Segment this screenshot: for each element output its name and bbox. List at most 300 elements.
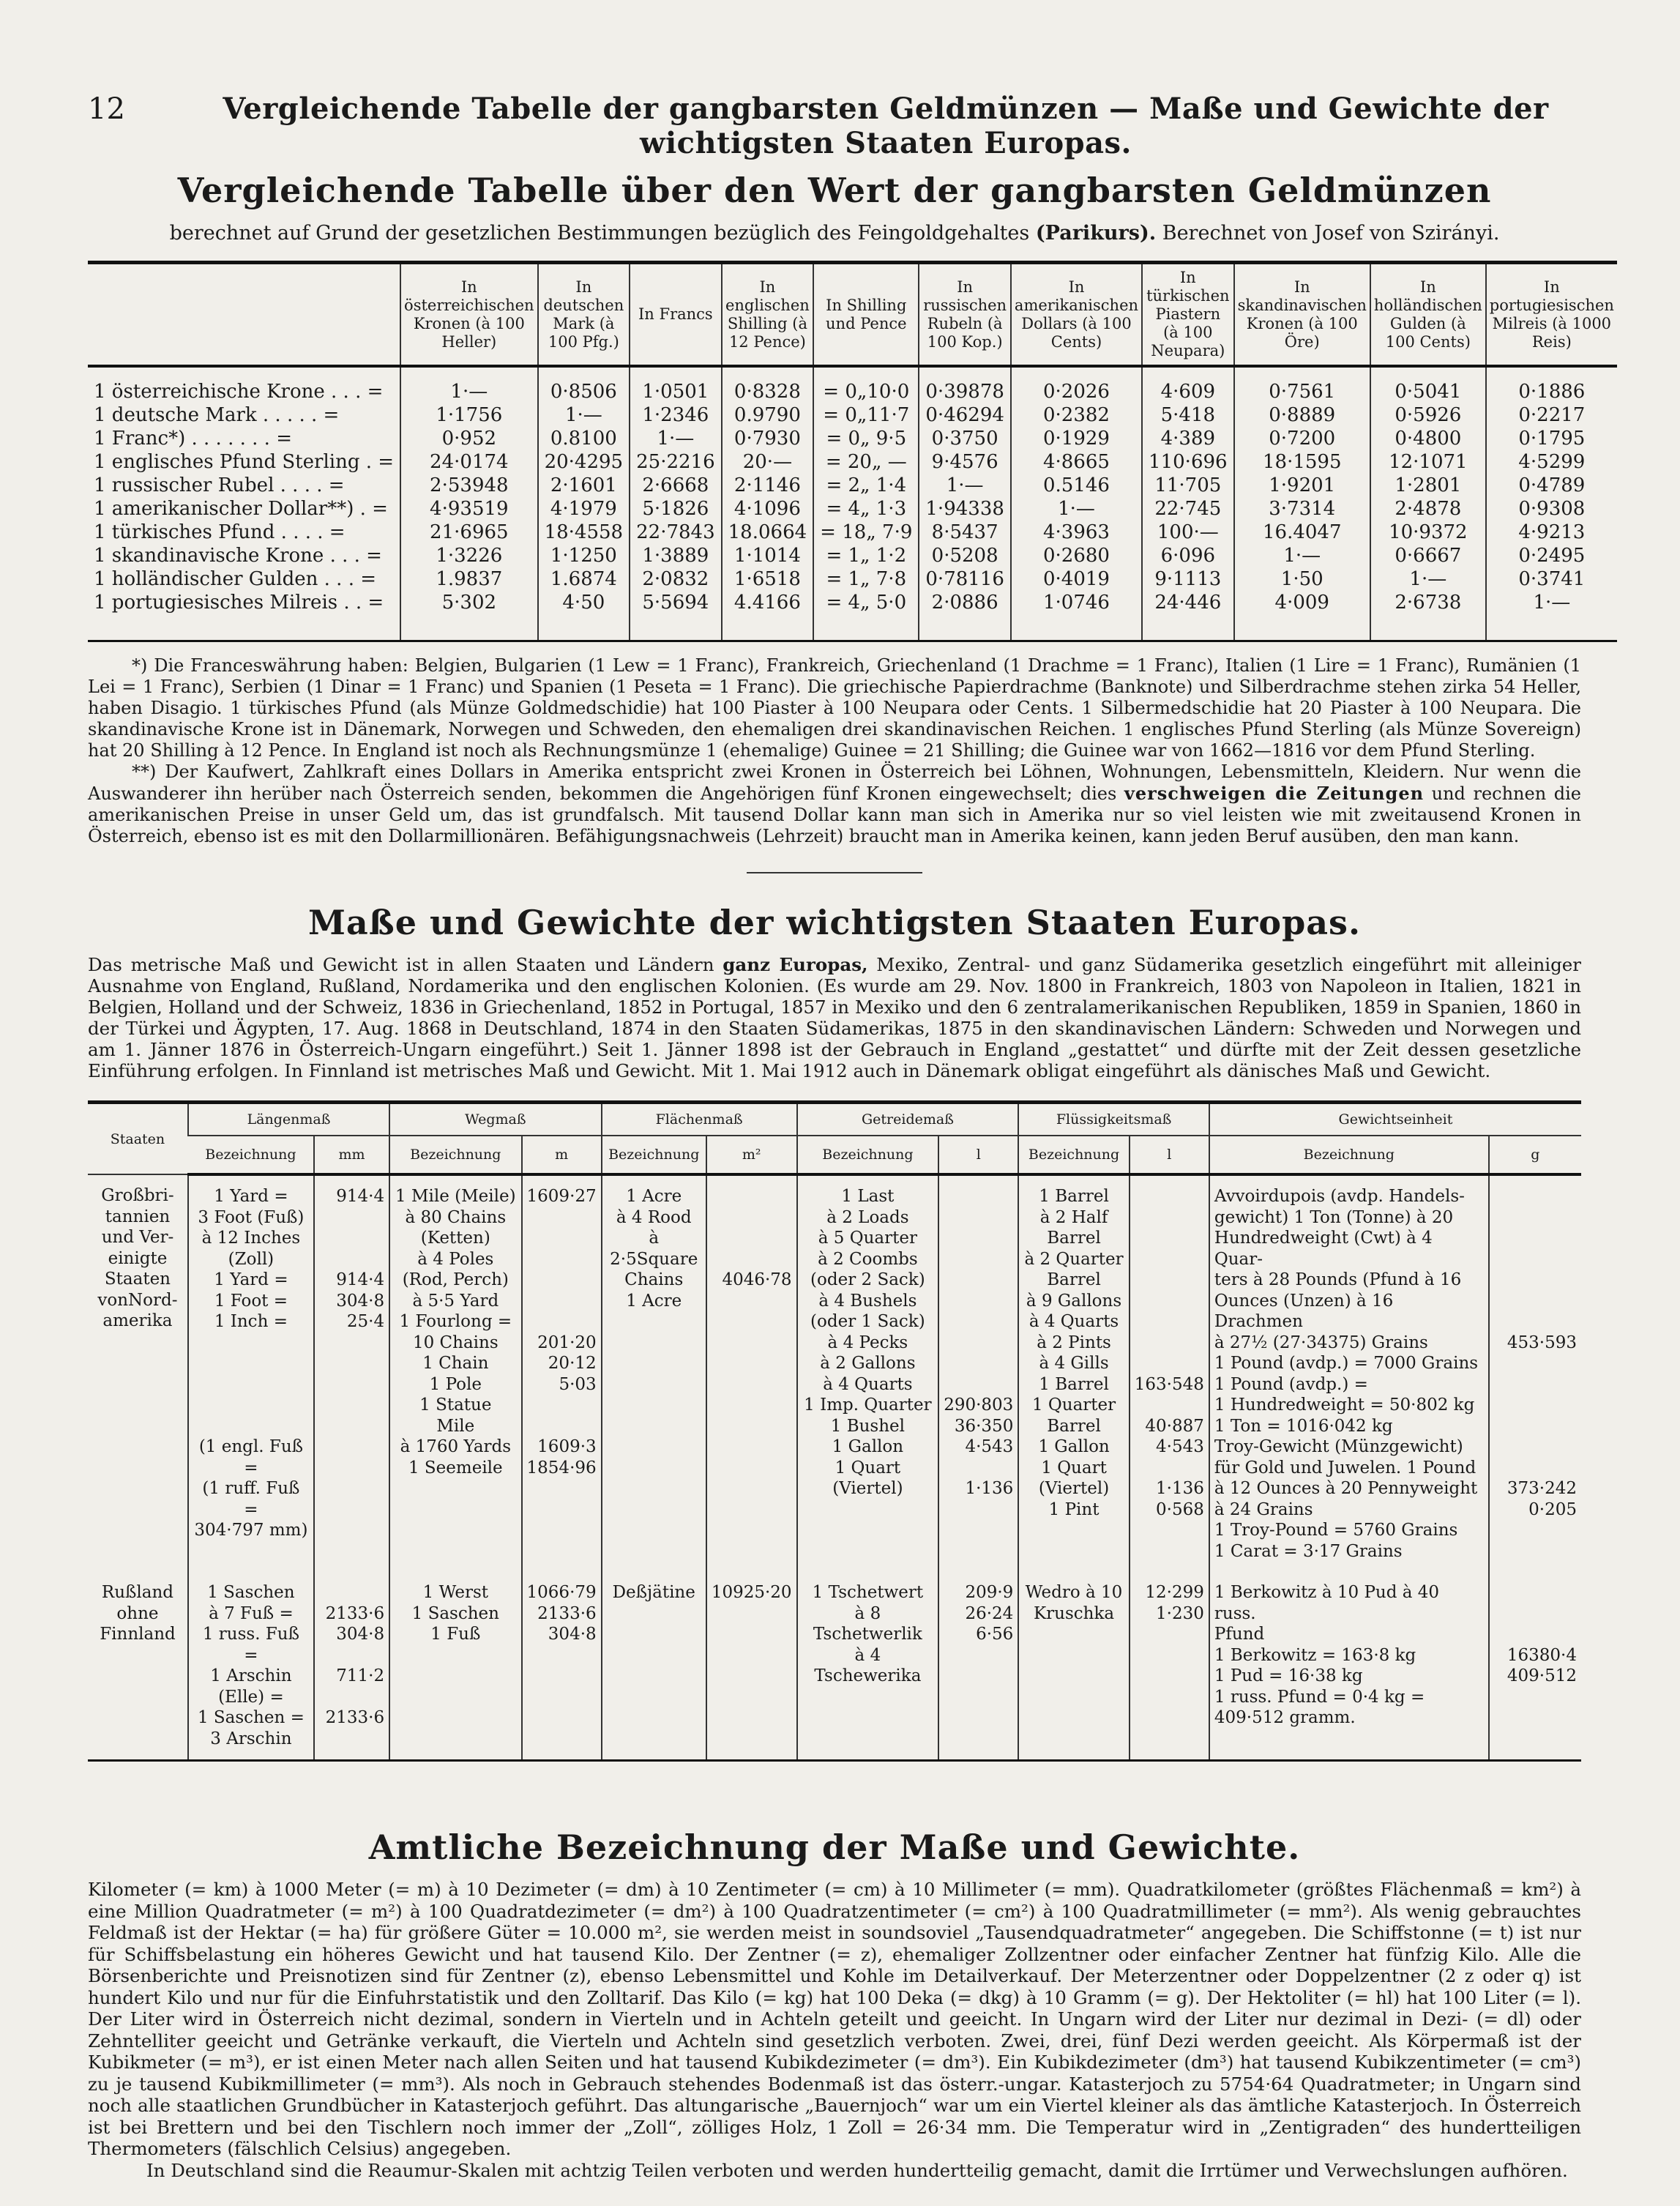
currency-cell: 4·9213 xyxy=(1486,521,1617,544)
grain-name xyxy=(797,1572,939,1761)
grain-name-line: 1 Last xyxy=(841,1187,895,1206)
currency-row-label: 1 englisches Pfund Sterling . = xyxy=(94,451,395,473)
length-value-line: 2133·6 xyxy=(325,1603,385,1623)
liquid-name-line: 1 Quarter xyxy=(1031,1395,1116,1415)
currency-cell: = 1„ 7·8 xyxy=(813,567,919,591)
way-name xyxy=(389,1572,521,1761)
length-value-line xyxy=(319,1582,384,1603)
length-name-line: (1 engl. Fuß = xyxy=(198,1437,303,1478)
currency-row-label: 1 russischer Rubel . . . . = xyxy=(94,474,345,496)
currency-cell: 0.5146 xyxy=(1011,474,1142,497)
official-paragraph: Kilometer (= km) à 1000 Meter (= m) à 10 Dezimeter (= dm) à 10 Zentimeter (= cm) à 10 Millimeter (= mm). Quadratkilometer (größtes Flächenmaß = km²) à eine Million Quadratmeter (= m²) à 100 Quadratdezimeter (= dm²) à 100 Quadratzentimeter (= cm²) à 100 Quadratmillimeter (= mm²). Als wenig gebrauchtes Feldmaß ist der Hektar (= ha) für größere Güter = 10.000 m², sie werden meist in soundsoviel „Tausendquadratmeter“ angegeben. Die Schiffstonne (= t) ist nur für Schiffsbelastung ein höheres Gewicht und hat tausend Kilo. Der Zentner (= z), ehemaliger Zollzentner oder einfacher Zentner hat fünfzig Kilo. Alle die Börsenberichte und Preisnotizen sind für Zentner (z), ebenso Lebensmittel und Kohle im Detailverkauf. Der Meterzentner oder Doppelzentner (2 z oder q) ist hundert Kilo und nur für die Einfuhrstatistik und den Zolltarif. Das Kilo (= kg) hat 100 Deka (= dkg) à 10 Gramm (= g). Der Hektoliter (= hl) hat 100 Liter (= l). Der Liter wird in Österreich nicht dezimal, sondern in Vierteln und in Achteln geteilt und geeicht. In Ungarn wird der Liter nur dezimal in Dezi- (= dl) oder Zehntelliter geeicht und Getränke verkauft, die Vierteln und Achteln sind gesetzlich verboten. Zwei, drei, fünf Dezi werden geeicht. Als Körpermaß ist der Kubikmeter (= m³), er ist einen Meter nach allen Seiten und hat tausend Kubikdezimeter (= dm³). Ein Kubikdezimeter (dm³) hat tausend Kubikzentimeter (= cm³) zu je tausend Kubikmillimeter (= mm³). Als noch in Gebrauch stehendes Bodenmaß ist das österr.-ungar. Katasterjoch zu 5754·64 Quadratmeter; in Ungarn sind noch alle staatlichen Grundbücher in Katasterjoch geführt. Das altungarische „Bauernjoch“ war um ein Viertel kleiner als das ämtliche Katasterjoch. In Österreich ist bei Brettern und bei den Tischlern noch immer der „Zoll“, zölliges Holz, 1 Zoll = 26·34 mm. Die Temperatur wird in „Zentigraden“ des hundertteiligen Thermometers (fälschlich Celsius) angegeben. xyxy=(88,1879,1581,2159)
liquid-value-line: 40·887 xyxy=(1145,1416,1204,1436)
liquid-value-line xyxy=(1135,1270,1204,1291)
currency-cell: 1·— xyxy=(919,474,1011,497)
measures-row-ru xyxy=(88,1572,1581,1761)
currency-row-label: 1 türkisches Pfund . . . . = xyxy=(94,521,346,543)
currency-cell: 4·93519 xyxy=(400,497,538,521)
official-title: Amtliche Bezeichnung der Maße und Gewichte. xyxy=(368,1827,1301,1867)
currency-cell: 0·2495 xyxy=(1486,544,1617,567)
currency-title: Vergleichende Tabelle über den Wert der gangbarsten Geldmünzen xyxy=(177,171,1492,210)
grain-value xyxy=(938,1572,1018,1761)
length-name-line: (Elle) = xyxy=(218,1687,284,1707)
currency-table xyxy=(88,261,1617,642)
area-name-line: Chains xyxy=(624,1270,684,1289)
length-name-line: 1 Yard = xyxy=(214,1187,288,1206)
area-value-line: 10925·20 xyxy=(711,1583,792,1602)
measures-group-header-row xyxy=(88,1103,1581,1136)
note-dollar xyxy=(88,761,1581,847)
length-name-line: 3 Foot (Fuß) xyxy=(198,1207,305,1227)
weight-name-line: Hundredweight (Cwt) à 4 Quar- xyxy=(1214,1229,1433,1269)
length-name-line xyxy=(193,1333,309,1354)
length-name xyxy=(188,1572,314,1761)
weight-value-line: 453·593 xyxy=(1507,1333,1577,1352)
currency-cell: 0·46294 xyxy=(919,403,1011,427)
currency-cell: 1·— xyxy=(630,427,722,450)
weight-name-line: 1 Hundredweight = 50·802 kg xyxy=(1214,1395,1475,1415)
way-value-line: 1066·79 xyxy=(526,1583,597,1602)
grain-value-line xyxy=(944,1333,1013,1354)
way-name-line: 1 Statue xyxy=(419,1395,492,1415)
currency-cell: 1·94338 xyxy=(919,497,1011,521)
currency-cell: 4·1979 xyxy=(538,497,630,521)
currency-cell: 0·39878 xyxy=(919,366,1011,403)
measures-sub-header: Bezeichnung xyxy=(188,1136,314,1174)
state-name-line: und Ver- xyxy=(101,1228,174,1247)
length-name-line: (Zoll) xyxy=(228,1249,275,1269)
currency-cell: 0·8889 xyxy=(1234,403,1370,427)
section-divider xyxy=(747,872,922,873)
currency-row-label: 1 deutsche Mark . . . . . = xyxy=(94,404,340,426)
weight-name-line: Pfund xyxy=(1214,1625,1265,1644)
currency-header-row xyxy=(88,263,1617,367)
currency-cell: 5·1826 xyxy=(630,497,722,521)
state-name-line: amerika xyxy=(102,1311,173,1330)
grain-value-line xyxy=(944,1186,1013,1207)
currency-cell: = 0„ 9·5 xyxy=(813,427,919,450)
grain-name-line: 1 Gallon xyxy=(832,1437,904,1456)
grain-value-line: 6·56 xyxy=(976,1625,1014,1644)
currency-cell: 16.4047 xyxy=(1234,521,1370,544)
currency-cell: 2·0832 xyxy=(630,567,722,591)
subtitle-post: Berechnet von Josef von Szirányi. xyxy=(1162,222,1500,245)
note-dollar-post: und rechnen die amerikanischen Preise in unser Geld um, das ist grundfalsch. Mit tausend Dollar kann man sich in Amerika nur so viel leisten wie mit zweitausend Kronen in Österreich, ebenso ist es mit den Dollarmillionären. Befähigungsnachweis (Lehrzeit) braucht man in Amerika keinen, kann jeden Beruf ausüben, den man kann. xyxy=(88,783,1581,846)
weight-name-line: 1 Pound (avdp.) = xyxy=(1214,1374,1368,1394)
grain-name xyxy=(797,1174,939,1572)
measures-sub-header: l xyxy=(1130,1136,1209,1174)
grain-value-line xyxy=(944,1270,1013,1291)
currency-cell: 1·1250 xyxy=(538,544,630,567)
currency-cell: 0·8506 xyxy=(538,366,630,403)
length-value-line xyxy=(319,1687,384,1708)
currency-cell: 5·418 xyxy=(1142,403,1234,427)
currency-cell: 0·5926 xyxy=(1370,403,1486,427)
way-value xyxy=(522,1174,602,1572)
measures-sub-header: mm xyxy=(314,1136,389,1174)
currency-cell: 5·5694 xyxy=(630,591,722,641)
currency-col-header: In deutschen Mark (à 100 Pfg.) xyxy=(538,263,630,367)
way-name-line: Mile xyxy=(436,1416,475,1436)
currency-row xyxy=(88,450,1617,474)
page-header xyxy=(88,92,1581,160)
weight-name-line: à 24 Grains xyxy=(1214,1499,1313,1519)
currency-col-header: In amerikanischen Dollars (à 100 Cents) xyxy=(1011,263,1142,367)
grain-name-line: (oder 2 Sack) xyxy=(810,1270,925,1289)
grain-name-line: à 2 Loads xyxy=(826,1207,909,1227)
currency-row xyxy=(88,591,1617,641)
length-name-line xyxy=(193,1416,309,1437)
measures-sub-header: Bezeichnung xyxy=(389,1136,521,1174)
length-name-line: 1 Inch = xyxy=(214,1312,288,1331)
currency-cell: 0·1886 xyxy=(1486,366,1617,403)
length-name-line: 1 Saschen = xyxy=(197,1708,305,1727)
liquid-name-line: 1 Quart xyxy=(1041,1458,1107,1478)
length-value xyxy=(314,1174,389,1572)
area-value-line xyxy=(712,1249,792,1270)
currency-cell: 0·2680 xyxy=(1011,544,1142,567)
currency-row xyxy=(88,366,1617,403)
way-name-line: 1 Saschen xyxy=(411,1603,499,1623)
currency-cell: 0·7561 xyxy=(1234,366,1370,403)
currency-cell: 1·9201 xyxy=(1234,474,1370,497)
currency-row xyxy=(88,497,1617,521)
currency-cell: 1·— xyxy=(1370,567,1486,591)
hdr-gewichtseinheit: Gewichtseinheit xyxy=(1209,1103,1581,1136)
liquid-value-line xyxy=(1135,1186,1204,1207)
currency-cell: 4.4166 xyxy=(722,591,814,641)
weight-name-line: 1 Berkowitz à 10 Pud à 40 russ. xyxy=(1214,1583,1440,1623)
liquid-name-line: à 2 Half xyxy=(1039,1207,1108,1227)
grain-name-line: 1 Tschetwert xyxy=(812,1583,924,1602)
liquid-name-line: à 2 Quarter xyxy=(1024,1249,1124,1269)
weight-value-line xyxy=(1494,1353,1577,1374)
weight-value-line xyxy=(1494,1228,1577,1249)
weight-value-line xyxy=(1494,1624,1577,1645)
liquid-value-line: 12·299 xyxy=(1145,1583,1204,1602)
currency-cell: 0·4019 xyxy=(1011,567,1142,591)
currency-col-header: In skandinavischen Kronen (à 100 Öre) xyxy=(1234,263,1370,367)
measures-sub-header: Bezeichnung xyxy=(1018,1136,1129,1174)
area-name-line: à 4 Rood xyxy=(616,1207,692,1227)
way-name-line: 1 Seemeile xyxy=(408,1458,503,1478)
weight-value-line: 0·205 xyxy=(1528,1499,1577,1519)
currency-cell: 20·4295 xyxy=(538,450,630,474)
weight-name-line: 1 Pound (avdp.) = 7000 Grains xyxy=(1214,1354,1479,1373)
currency-cell: 0·4800 xyxy=(1370,427,1486,450)
state-name-line: Rußland xyxy=(101,1583,174,1602)
way-value-line xyxy=(527,1416,597,1437)
liquid-name xyxy=(1018,1174,1129,1572)
liquid-name-line: à 4 Gills xyxy=(1039,1354,1109,1373)
measures-sub-header: l xyxy=(938,1136,1018,1174)
currency-col-header: In russischen Rubeln (à 100 Kop.) xyxy=(919,263,1011,367)
liquid-value-line xyxy=(1135,1458,1204,1479)
length-name-line: à 12 Inches xyxy=(201,1229,301,1248)
currency-cell: 22·7843 xyxy=(630,521,722,544)
state-name-line: Staaten xyxy=(104,1270,171,1289)
length-value-line xyxy=(319,1645,384,1666)
currency-cell: = 20„ — xyxy=(813,450,919,474)
currency-col-header: In holländischen Gulden (à 100 Cents) xyxy=(1370,263,1486,367)
currency-cell: 2·6668 xyxy=(630,474,722,497)
liquid-value-line xyxy=(1135,1395,1204,1416)
weight-name xyxy=(1209,1572,1489,1761)
currency-cell: 22·745 xyxy=(1142,497,1234,521)
way-value-line: 5·03 xyxy=(559,1374,597,1394)
currency-cell: 4·009 xyxy=(1234,591,1370,641)
way-value-line: 1609·3 xyxy=(537,1437,597,1456)
way-name-line: 1 Fuß xyxy=(430,1625,481,1644)
note-francs: *) Die Franceswährung haben: Belgien, Bulgarien (1 Lew = 1 Franc), Frankreich, Griechenland (1 Drachme = 1 Franc), Italien (1 Lire = 1 Franc), Rumänien (1 Lei = 1 Franc), Serbien (1 Dinar = 1 Franc) und Spanien (1 Peseta = 1 Franc). Die griechische Papierdrachme (Banknote) und Silberdrachme stehen zirka 54 Heller, haben Disagio. 1 türkisches Pfund (als Münze Goldmedschidie) hat 100 Piaster à 100 Neupara oder Cents. 1 Silbermedschidie hat 20 Piaster à 100 Neupara. Die skandinavische Krone ist in Dänemark, Norwegen und Schweden, den ehemaligen drei skandinavischen Reichen. 1 englisches Pfund Sterling (als Münze Sovereign) hat 20 Shilling à 12 Pence. In England ist noch als Rechnungsmünze 1 (ehemalige) Guinee = 21 Shilling; die Guinee war von 1662—1816 vor dem Pfund Sterling. xyxy=(88,655,1581,761)
state-name-line: vonNord- xyxy=(97,1290,178,1310)
currency-cell: 4·609 xyxy=(1142,366,1234,403)
length-name-line: 1 Saschen xyxy=(207,1583,295,1602)
state-name-line: tannien xyxy=(105,1207,171,1226)
measures-sub-header: m² xyxy=(706,1136,797,1174)
area-value-line xyxy=(712,1186,792,1207)
currency-cell: 1·— xyxy=(1234,544,1370,567)
official-text xyxy=(88,1879,1581,2181)
intro-bold: ganz Europas, xyxy=(723,954,868,975)
measures-sub-header: Bezeichnung xyxy=(797,1136,939,1174)
grain-name-line: à 4 Quarts xyxy=(823,1374,913,1394)
currency-row xyxy=(88,567,1617,591)
hdr-staaten: Staaten xyxy=(88,1103,188,1175)
way-name-line: 1 Fourlong = xyxy=(399,1312,512,1331)
weight-name-line: 1 russ. Pfund = 0·4 kg = xyxy=(1214,1687,1425,1707)
liquid-name-line: à 2 Pints xyxy=(1037,1333,1111,1352)
weight-value-line xyxy=(1494,1374,1577,1395)
weight-value xyxy=(1489,1572,1581,1761)
page-number: 12 xyxy=(88,92,125,126)
currency-cell: 4·389 xyxy=(1142,427,1234,450)
currency-cell: 0·5208 xyxy=(919,544,1011,567)
area-name-line: 1 Acre xyxy=(626,1291,682,1311)
way-value-line xyxy=(527,1249,597,1270)
way-name-line: 1 Werst xyxy=(422,1583,488,1602)
currency-cell: 24·446 xyxy=(1142,591,1234,641)
grain-name-line: 1 Bushel xyxy=(830,1416,905,1436)
length-name-line xyxy=(193,1353,309,1374)
way-name-line: 1 Chain xyxy=(422,1354,489,1373)
area-name-line: Deßjätine xyxy=(612,1583,695,1602)
way-value-line: 1854·96 xyxy=(526,1458,597,1478)
state-name xyxy=(88,1572,188,1761)
state-name-line: ohne xyxy=(116,1603,159,1623)
state-name xyxy=(88,1174,188,1572)
currency-cell: 1·— xyxy=(400,366,538,403)
currency-cell: 1·3889 xyxy=(630,544,722,567)
way-name-line: (Ketten) xyxy=(420,1229,490,1248)
length-value-line: 914·4 xyxy=(336,1270,385,1289)
length-value-line xyxy=(319,1228,384,1249)
measures-title: Maße und Gewichte der wichtigsten Staaten Europas. xyxy=(308,903,1361,942)
hdr-wegmass: Wegmaß xyxy=(389,1103,602,1136)
way-name-line: 1 Mile (Meile) xyxy=(395,1187,516,1206)
area-name-line: 1 Acre xyxy=(626,1187,682,1206)
note-dollar-bold: verschweigen die Zeitungen xyxy=(1124,783,1425,804)
currency-cell: 0·9308 xyxy=(1486,497,1617,521)
currency-cell: 0·7930 xyxy=(722,427,814,450)
currency-col-header: In österreichischen Kronen (à 100 Heller) xyxy=(400,263,538,367)
way-name-line: à 80 Chains xyxy=(405,1207,507,1227)
grain-value-line: 26·24 xyxy=(965,1603,1014,1623)
grain-value-line xyxy=(944,1374,1013,1395)
weight-name-line: 1 Troy-Pound = 5760 Grains xyxy=(1214,1521,1458,1540)
currency-col-header: In Shilling und Pence xyxy=(813,263,919,367)
way-name xyxy=(389,1174,521,1572)
way-value-line xyxy=(527,1228,597,1249)
way-name-line: (Rod, Perch) xyxy=(402,1270,509,1289)
grain-name-line: à 5 Quarter xyxy=(818,1229,917,1248)
currency-cell: 4·1096 xyxy=(722,497,814,521)
official-paragraph-2: In Deutschland sind die Reaumur-Skalen mit achtzig Teilen verboten und werden hundertteilig gemacht, damit die Irrtümer und Verwechslungen aufhören. xyxy=(146,2159,1568,2181)
currency-cell: 24·0174 xyxy=(400,450,538,474)
area-name xyxy=(602,1572,706,1761)
currency-cell: 1·— xyxy=(1011,497,1142,521)
liquid-value-line xyxy=(1135,1291,1204,1312)
way-value-line: 201·20 xyxy=(537,1333,597,1352)
currency-cell: 0·7200 xyxy=(1234,427,1370,450)
liquid-value-line xyxy=(1135,1228,1204,1249)
length-value-line: 25·4 xyxy=(346,1312,385,1331)
currency-cell: 1·1756 xyxy=(400,403,538,427)
subtitle-pre: berechnet auf Grund der gesetzlichen Bestimmungen bezüglich des Feingoldgehaltes xyxy=(169,222,1030,245)
liquid-value-line: 0·568 xyxy=(1156,1499,1204,1519)
currency-col-header: In türkischen Piastern (à 100 Neupara) xyxy=(1142,263,1234,367)
liquid-name-line: 1 Gallon xyxy=(1038,1437,1110,1456)
way-value-line: 1609·27 xyxy=(526,1187,597,1206)
liquid-value-line xyxy=(1135,1353,1204,1374)
weight-name-line: 1 Carat = 3·17 Grains xyxy=(1214,1541,1403,1561)
grain-name-line: 1 Quart xyxy=(835,1458,901,1478)
currency-cell: 100·— xyxy=(1142,521,1234,544)
currency-cell: 21·6965 xyxy=(400,521,538,544)
grain-value-line: 36·350 xyxy=(954,1416,1014,1436)
currency-notes xyxy=(88,655,1581,847)
grain-value-line: 290·803 xyxy=(944,1395,1014,1415)
hdr-fluessigkeitsmass: Flüssigkeitsmaß xyxy=(1018,1103,1209,1136)
currency-col-header: In englischen Shilling (à 12 Pence) xyxy=(722,263,814,367)
weight-name xyxy=(1209,1174,1489,1572)
currency-cell: = 2„ 1·4 xyxy=(813,474,919,497)
liquid-value-line xyxy=(1135,1249,1204,1270)
way-value-line: 20·12 xyxy=(548,1354,597,1373)
length-name-line: 3 Arschin xyxy=(210,1729,292,1748)
currency-cell: 0·2382 xyxy=(1011,403,1142,427)
currency-cell: = 4„ 5·0 xyxy=(813,591,919,641)
way-value-line xyxy=(527,1207,597,1229)
state-name-line: Finnland xyxy=(100,1625,176,1644)
weight-name-line: à 27½ (27·34375) Grains xyxy=(1214,1333,1428,1352)
way-value-line xyxy=(527,1291,597,1312)
liquid-name-line: 1 Barrel xyxy=(1039,1374,1109,1394)
currency-cell: 18·1595 xyxy=(1234,450,1370,474)
currency-cell: = 4„ 1·3 xyxy=(813,497,919,521)
weight-name-line: Avvoirdupois (avdp. Handels- xyxy=(1214,1187,1465,1206)
way-value-line xyxy=(527,1311,597,1333)
grain-name-line: à 4 Tschewerika xyxy=(814,1645,922,1685)
weight-name-line: Troy-Gewicht (Münzgewicht) xyxy=(1214,1437,1463,1456)
weight-value-line xyxy=(1494,1207,1577,1229)
liquid-name-line: Barrel xyxy=(1047,1270,1101,1289)
length-value-line: 2133·6 xyxy=(325,1708,385,1727)
currency-cell: 18.0664 xyxy=(722,521,814,544)
currency-cell: = 1„ 1·2 xyxy=(813,544,919,567)
length-name-line: 1 Arschin xyxy=(210,1666,292,1685)
weight-name-line: ters à 28 Pounds (Pfund à 16 xyxy=(1214,1270,1462,1289)
currency-cell: 1·0746 xyxy=(1011,591,1142,641)
currency-cell: 11·705 xyxy=(1142,474,1234,497)
grain-value-line xyxy=(944,1249,1013,1270)
weight-name-line: für Gold und Juwelen. 1 Pound xyxy=(1214,1458,1476,1478)
liquid-value-line xyxy=(1135,1207,1204,1229)
hdr-getreidemass: Getreidemaß xyxy=(797,1103,1019,1136)
currency-row xyxy=(88,427,1617,450)
length-name-line: 1 Foot = xyxy=(214,1291,288,1311)
currency-cell: 0·3741 xyxy=(1486,567,1617,591)
currency-cell: 4·8665 xyxy=(1011,450,1142,474)
weight-value-line xyxy=(1494,1270,1577,1291)
currency-cell: 9·4576 xyxy=(919,450,1011,474)
running-title: Vergleichende Tabelle der gangbarsten Geldmünzen — Maße und Gewichte der wichtigsten Staaten Europas. xyxy=(223,92,1549,160)
currency-cell: 0·3750 xyxy=(919,427,1011,450)
grain-value-line xyxy=(944,1207,1013,1229)
currency-row-label: 1 amerikanischer Dollar**) . = xyxy=(94,498,388,520)
length-name-line: (1 ruff. Fuß = xyxy=(202,1479,300,1519)
currency-cell: 1·0501 xyxy=(630,366,722,403)
weight-name-line: à 12 Ounces à 20 Pennyweight xyxy=(1214,1479,1478,1498)
currency-cell: 1·— xyxy=(1486,591,1617,641)
currency-cell: 2·0886 xyxy=(919,591,1011,641)
currency-cell: 3·7314 xyxy=(1234,497,1370,521)
weight-value xyxy=(1489,1174,1581,1572)
weight-name-line: 1 Ton = 1016·042 kg xyxy=(1214,1416,1393,1436)
currency-row-label: 1 portugiesisches Milreis . . = xyxy=(94,592,384,614)
measures-sub-header-row xyxy=(88,1136,1581,1174)
currency-row-label: 1 österreichische Krone . . . = xyxy=(94,381,384,403)
currency-cell: 1·2801 xyxy=(1370,474,1486,497)
length-value xyxy=(314,1572,389,1761)
grain-value xyxy=(938,1174,1018,1572)
state-name-line: Großbri- xyxy=(101,1186,174,1205)
measures-intro xyxy=(88,954,1581,1081)
weight-value-line xyxy=(1494,1186,1577,1207)
length-name xyxy=(188,1174,314,1572)
currency-cell: 0·8328 xyxy=(722,366,814,403)
liquid-name-line: Barrel xyxy=(1047,1416,1101,1436)
currency-cell: 20·— xyxy=(722,450,814,474)
area-value-line: 4046·78 xyxy=(722,1270,792,1289)
currency-cell: 1.6874 xyxy=(538,567,630,591)
currency-cell: 0·952 xyxy=(400,427,538,450)
currency-cell: 1.9837 xyxy=(400,567,538,591)
weight-value-line xyxy=(1494,1311,1577,1333)
grain-value-line xyxy=(944,1311,1013,1333)
grain-value-line: 1·136 xyxy=(965,1479,1014,1498)
intro-a: Das metrische Maß und Gewicht ist in allen Staaten und Ländern xyxy=(88,954,714,975)
currency-cell: 1·2346 xyxy=(630,403,722,427)
length-value-line: 304·8 xyxy=(336,1291,385,1311)
currency-cell: 6·096 xyxy=(1142,544,1234,567)
weight-value-line xyxy=(1494,1436,1577,1458)
grain-value-line xyxy=(944,1291,1013,1312)
area-value xyxy=(706,1174,797,1572)
weight-value-line xyxy=(1494,1395,1577,1416)
currency-cell: 2·4878 xyxy=(1370,497,1486,521)
weight-name-line: 1 Berkowitz = 163·8 kg xyxy=(1214,1645,1416,1665)
